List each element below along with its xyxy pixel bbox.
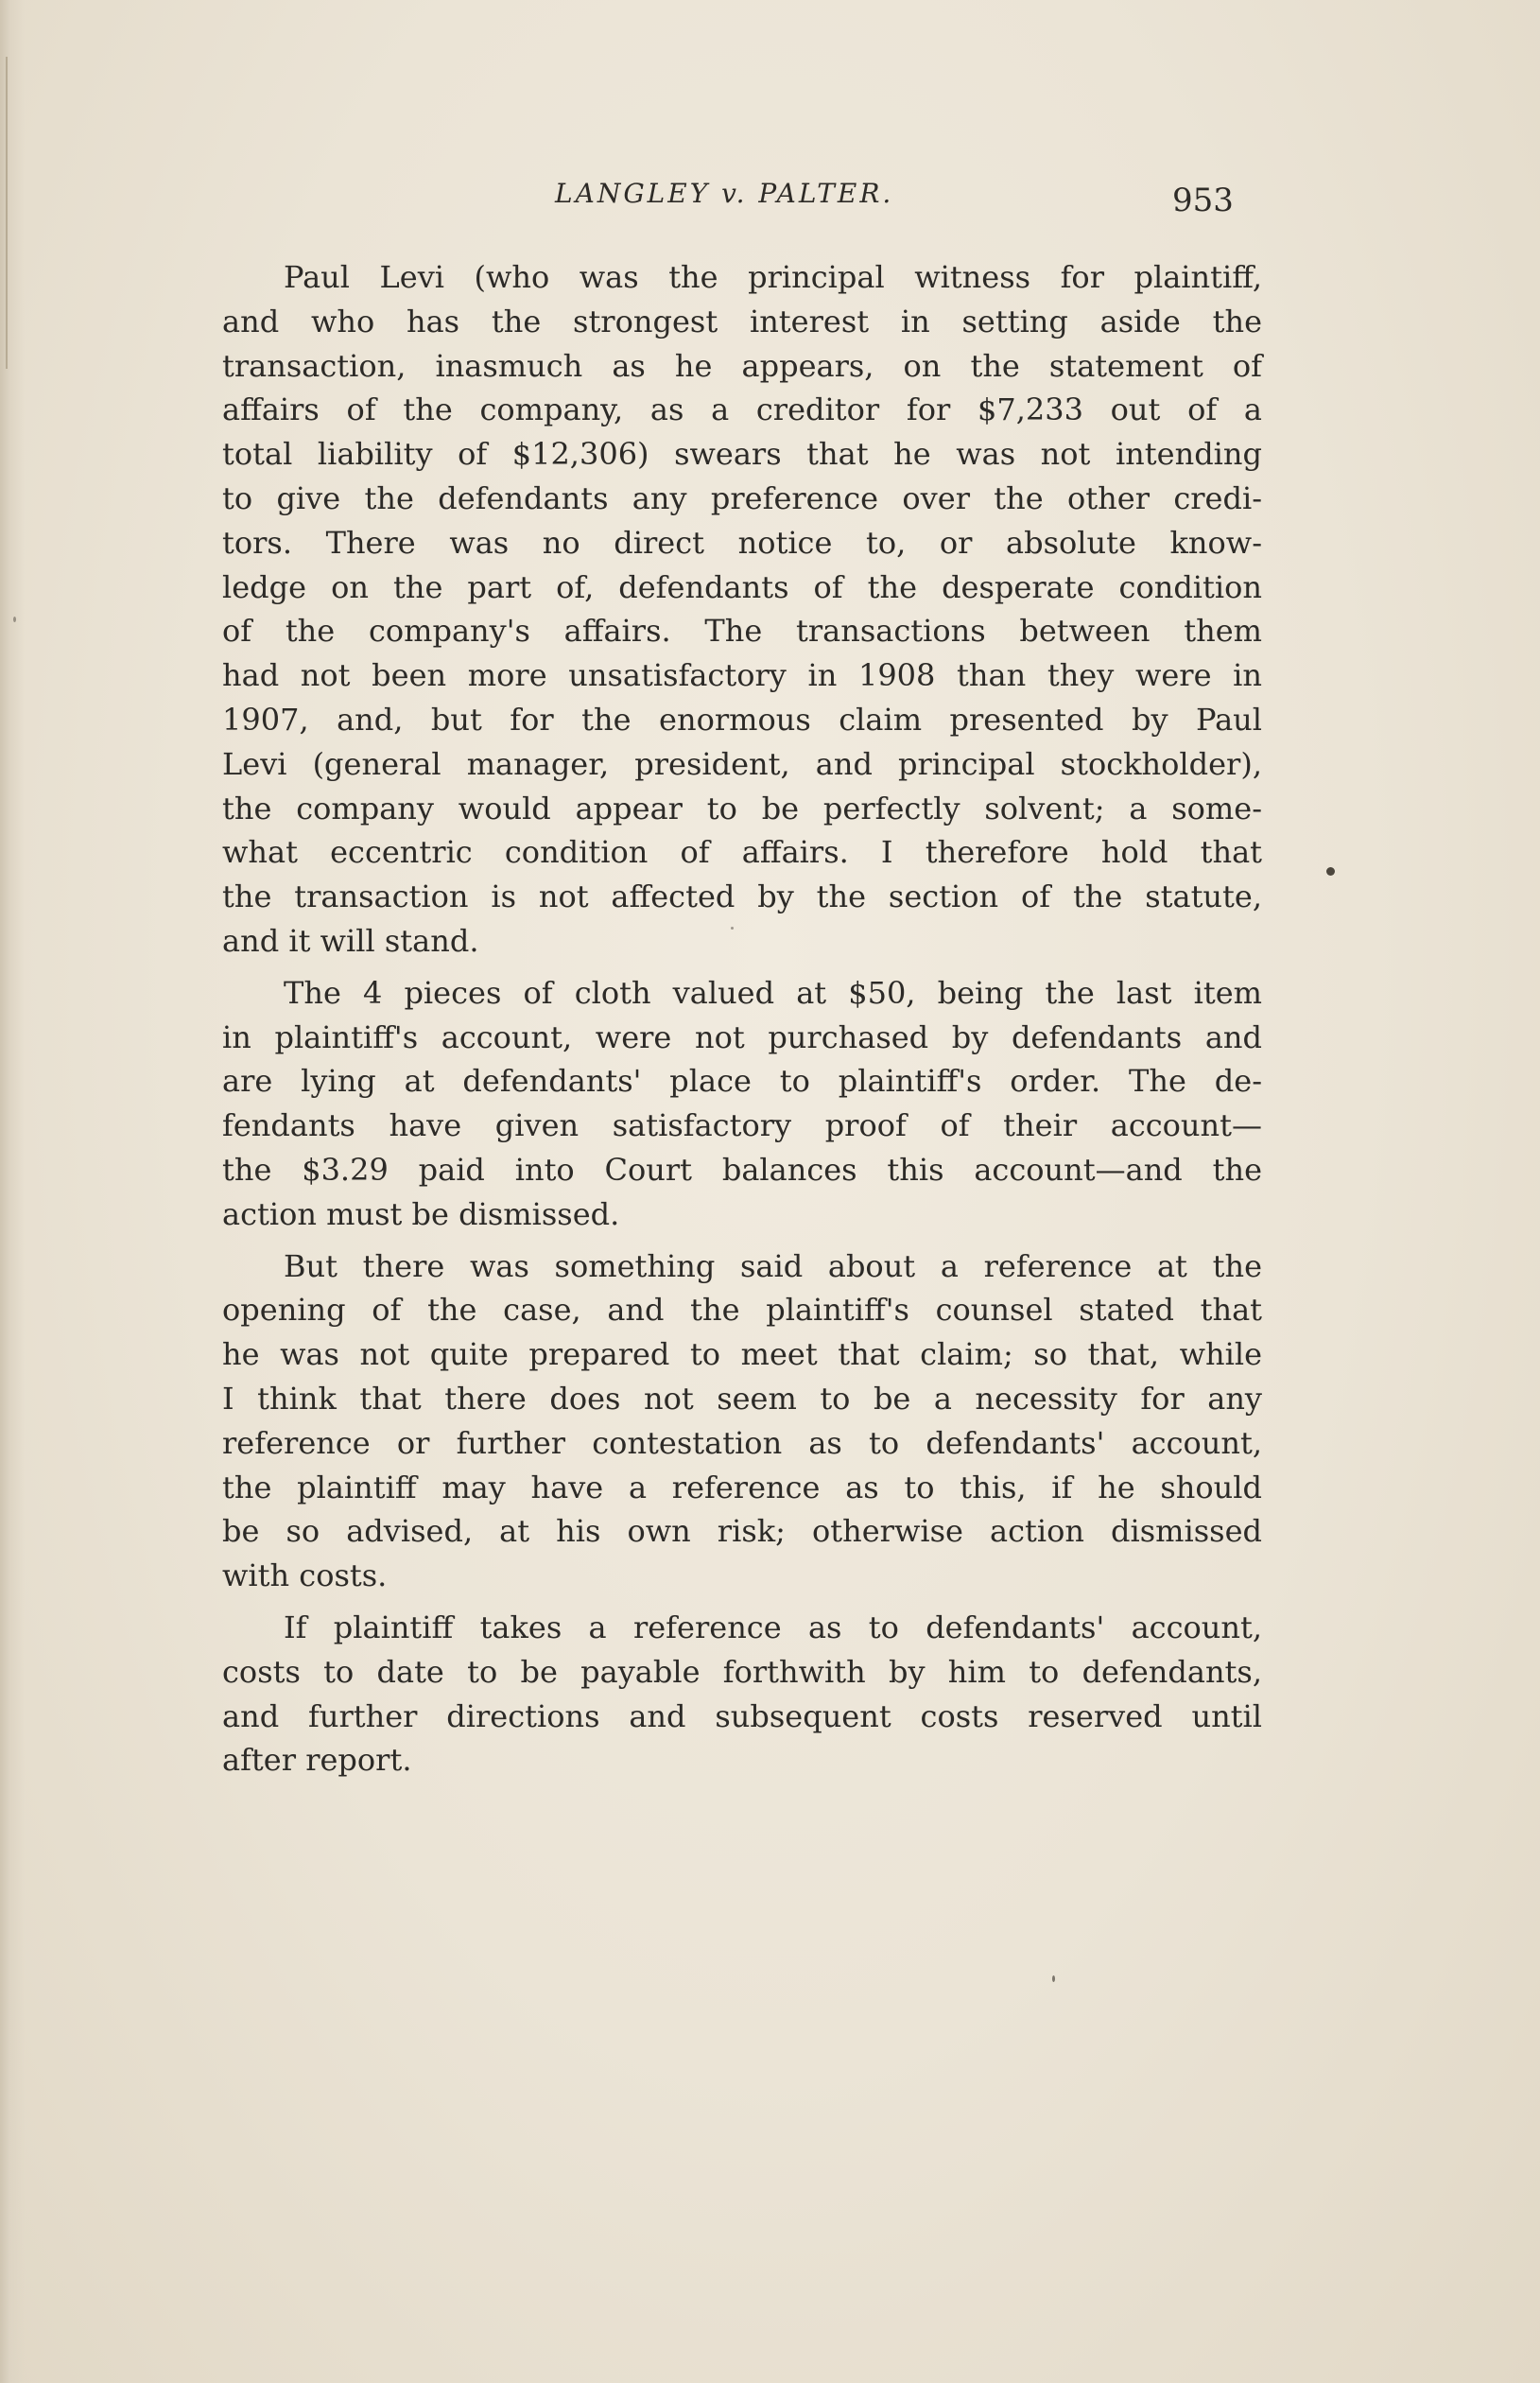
text-line: in plaintiff's account, were not purchased by defendants and xyxy=(222,1018,1262,1055)
text-line: and further directions and subsequent costs reserved until xyxy=(222,1697,1262,1734)
paper-speck xyxy=(1326,867,1335,876)
text-line: ledge on the part of, defendants of the desperate condition xyxy=(222,568,1262,605)
text-line: 1907, and, but for the enormous claim presented by Paul xyxy=(222,701,1262,738)
text-line: and who has the strongest interest in setting aside the xyxy=(222,303,1262,339)
text-line: I think that there does not seem to be a necessity for any xyxy=(222,1380,1262,1417)
paper-speck xyxy=(1052,1975,1055,1982)
text-line: he was not quite prepared to meet that claim; so that, while xyxy=(222,1336,1262,1373)
text-line: the plaintiff may have a reference as to this, if he should xyxy=(222,1469,1262,1505)
text-line: had not been more unsatisfactory in 1908 than they were in xyxy=(222,657,1262,694)
body-text xyxy=(222,255,1262,1790)
text-line: Paul Levi (who was the principal witness for plaintiff, xyxy=(284,259,1262,295)
text-line: If plaintiff takes a reference as to defendants' account, xyxy=(284,1609,1262,1645)
paragraph-1 xyxy=(222,255,1262,964)
text-line: after report. xyxy=(222,1742,412,1779)
paragraph-4 xyxy=(222,1606,1262,1783)
running-head-title: LANGLEY v. PALTER. xyxy=(555,178,894,209)
page-binding-shadow xyxy=(0,0,25,2383)
text-line: the transaction is not affected by the section of the statute, xyxy=(222,878,1262,915)
paper-speck xyxy=(13,617,16,622)
text-line: of the company's affairs. The transactions between them xyxy=(222,613,1262,650)
text-line: affairs of the company, as a creditor for $7,233 out of a xyxy=(222,391,1262,428)
page-edge-mark xyxy=(6,57,8,369)
text-line: tors. There was no direct notice to, or absolute know- xyxy=(222,524,1262,561)
text-line: Levi (general manager, president, and principal stockholder), xyxy=(222,745,1262,782)
text-line: The 4 pieces of cloth valued at $50, being the last item xyxy=(284,974,1262,1011)
text-line: opening of the case, and the plaintiff's counsel stated that xyxy=(222,1292,1262,1329)
text-line: costs to date to be payable forthwith by him to defendants, xyxy=(222,1653,1262,1690)
text-line: the company would appear to be perfectly solvent; a some- xyxy=(222,790,1262,826)
text-line: with costs. xyxy=(222,1557,388,1594)
text-line: fendants have given satisfactory proof of their account— xyxy=(222,1107,1262,1144)
text-line: are lying at defendants' place to plaintiff's order. The de- xyxy=(222,1063,1262,1100)
paragraph-3 xyxy=(222,1244,1262,1598)
text-line: to give the defendants any preference over the other credi- xyxy=(222,479,1262,516)
text-line: action must be dismissed. xyxy=(222,1195,620,1232)
text-line: reference or further contestation as to defendants' account, xyxy=(222,1424,1262,1461)
text-line: and it will stand. xyxy=(222,922,479,959)
page-number: 953 xyxy=(1172,182,1234,219)
text-line: total liability of $12,306) swears that he was not intending xyxy=(222,436,1262,473)
text-line: what eccentric condition of affairs. I therefore hold that xyxy=(222,834,1262,871)
text-line: But there was something said about a reference at the xyxy=(284,1247,1262,1284)
text-line: transaction, inasmuch as he appears, on the statement of xyxy=(222,347,1262,384)
text-line: the $3.29 paid into Court balances this account—and the xyxy=(222,1151,1262,1188)
paragraph-2 xyxy=(222,971,1262,1237)
paper-speck xyxy=(731,927,734,930)
text-line: be so advised, at his own risk; otherwise action dismissed xyxy=(222,1513,1262,1550)
